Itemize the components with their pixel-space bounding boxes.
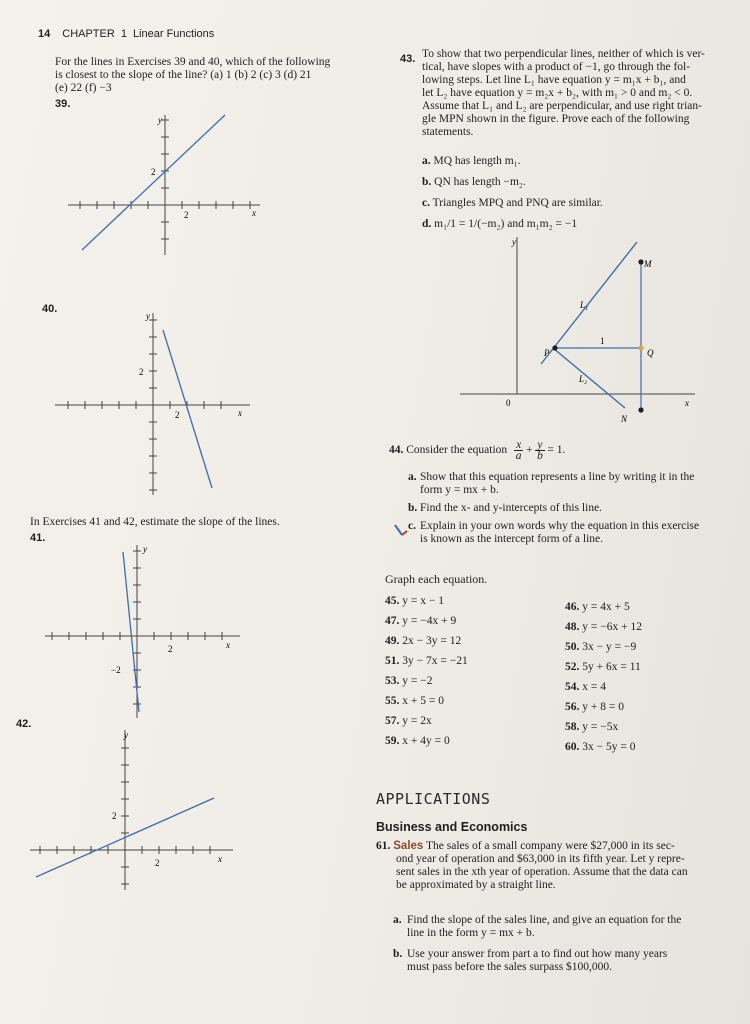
graph-40 [50, 305, 260, 500]
ex61-first-line: 61. Sales The sales of a small company were $27,000 in its sec- [376, 840, 675, 852]
line-L2 [553, 348, 625, 408]
graph-each-heading: Graph each equation. [385, 572, 488, 586]
ex43-part-a: a. MQ has length m₁. [422, 155, 521, 167]
tick-label: 2 [175, 410, 180, 420]
tick-label: 2 [184, 210, 189, 220]
ex43-part-c: c. Triangles MPQ and PNQ are similar. [422, 197, 603, 209]
exercise-44-parts [408, 471, 743, 546]
fraction-y-over-b: $\frac{y}{b}$ [537, 439, 543, 462]
x-label: x [252, 208, 256, 218]
graph-42 [28, 725, 238, 895]
intro-line: (e) 22 (f) −3 [55, 82, 112, 94]
exercise-61 [376, 840, 736, 892]
label-P: P [544, 348, 550, 358]
ex61-line: sent sales in the xth year of operation. Assume that the data can [396, 866, 688, 878]
page-header [38, 28, 214, 40]
fraction-x-over-a: $\frac{x}{a}$ [515, 439, 522, 462]
equation-item: 55. x + 5 = 0 [385, 695, 444, 707]
ex61-line: ond year of operation and $63,000 in its fifth year. Let y repre- [396, 853, 685, 865]
intro-41-42: In Exercises 41 and 42, estimate the slope of the lines. [30, 516, 280, 528]
fig-y-label: y [512, 237, 516, 247]
intro-line: is closest to the slope of the line? (a) 1 (b) 2 (c) 3 (d) 21 [55, 69, 312, 81]
ex43-line: To show that two perpendicular lines, neither of which is ver- [422, 48, 705, 60]
point-P [552, 345, 557, 350]
equation-item: 52. 5y + 6x = 11 [565, 661, 641, 673]
equations-left-column [385, 595, 565, 755]
y-label: y [143, 544, 147, 554]
y-label: y [124, 730, 128, 740]
equation-item: 57. y = 2x [385, 715, 432, 727]
chapter-title: Linear Functions [132, 28, 215, 40]
ex43-part-d: d. m₁/1 = 1/(−m₂) and m₁m₂ = −1 [422, 218, 578, 230]
fig-x-label: x [685, 398, 689, 408]
equation-item: 59. x + 4y = 0 [385, 735, 450, 747]
exercise-42-label: 42. [16, 718, 32, 730]
label-L1: L₁ [580, 300, 589, 310]
writing-pencil-icon [393, 522, 409, 538]
x-label: x [226, 640, 230, 650]
chapter-number: 1 [120, 28, 127, 40]
point-N [638, 407, 643, 412]
applications-heading: APPLICATIONS [376, 790, 491, 808]
ex44-part-c: c. Explain in your own words why the equation in this exercise is known as the intercept form of a line. [408, 520, 700, 545]
label-M: M [644, 259, 652, 269]
equation-item: 49. 2x − 3y = 12 [385, 635, 462, 647]
exercise-43-label: 43. [400, 53, 416, 65]
tick-label: 2 [151, 167, 156, 177]
chapter-label: CHAPTER [62, 28, 115, 40]
figure-43 [455, 232, 700, 427]
exercise-39-label: 39. [55, 98, 71, 110]
equation-item: 60. 3x − 5y = 0 [565, 741, 636, 753]
ex44-part-a: a. Show that this equation represents a line by writing it in the form y = mx + b. [408, 471, 695, 496]
equation-item: 48. y = −6x + 12 [565, 621, 642, 633]
equation-item: 54. x = 4 [565, 681, 606, 693]
graph-line [82, 115, 225, 250]
page-number: 14 [38, 28, 51, 40]
tick-label: 2 [139, 367, 144, 377]
exercise-41-label: 41. [30, 532, 46, 544]
exercise-61-parts [393, 914, 738, 974]
equation-item: 53. y = −2 [385, 675, 433, 687]
ex43-line: statements. [422, 126, 474, 138]
ex61-part-a: a. Find the slope of the sales line, and give an equation for the line in the form y = mx + b. [393, 914, 682, 939]
label-one: 1 [600, 336, 605, 346]
ex43-part-b: b. QN has length −m₂. [422, 176, 526, 188]
ex61-part-b: b. Use your answer from part a to find out how many years must pass before the sales surpass $100,000. [393, 948, 668, 973]
intro-39-40 [55, 56, 385, 95]
x-label: x [238, 408, 242, 418]
equations-right-column [565, 601, 735, 761]
ex43-line: gle MPN shown in the figure. Prove each of the following [422, 113, 690, 125]
y-label: y [158, 115, 162, 125]
point-M [638, 259, 643, 264]
ex43-line: lowing steps. Let line L₁ have equation y = m₁x + b₁, and [422, 74, 686, 86]
ex61-line: be approximated by a straight line. [396, 879, 556, 891]
x-label: x [218, 854, 222, 864]
label-Q: Q [647, 348, 654, 358]
y-label: y [146, 311, 150, 321]
equation-item: 51. 3y − 7x = −21 [385, 655, 468, 667]
equation-item: 56. y + 8 = 0 [565, 701, 624, 713]
equation-item: 46. y = 4x + 5 [565, 601, 630, 613]
equation-item: 45. y = x − 1 [385, 595, 444, 607]
label-N: N [621, 414, 628, 424]
point-Q [638, 345, 643, 350]
graph-41 [40, 540, 250, 720]
equation-item: 50. 3x − y = −9 [565, 641, 637, 653]
exercise-40-label: 40. [42, 303, 58, 315]
exercise-44-stem: 44. Consider the equation $\frac{x}{a}$ + $\frac{y}{b}$ = 1. [389, 439, 566, 462]
ex43-line: Assume that L₁ and L₂ are perpendicular, and use right trian- [422, 100, 702, 112]
ex43-line: tical, have slopes with a product of −1, go through the fol- [422, 61, 691, 73]
tick-label: 2 [168, 644, 173, 654]
equation-item: 47. y = −4x + 9 [385, 615, 457, 627]
label-L2: L₂ [579, 374, 588, 384]
tick-label: 2 [155, 858, 160, 868]
tick-label: 2 [112, 811, 117, 821]
intro-line: For the lines in Exercises 39 and 40, which of the following [55, 56, 331, 68]
ex44-part-b: b. Find the x- and y-intercepts of this line. [408, 502, 603, 514]
ex43-line: let L₂ have equation y = m₂x + b₂, with m₁ > 0 and m₂ < 0. [422, 87, 693, 99]
exercise-43-parts [422, 155, 742, 231]
fig-origin: 0 [506, 398, 511, 408]
business-economics-heading: Business and Economics [376, 820, 528, 834]
tick-label: −2 [111, 665, 121, 675]
graph-39 [60, 105, 270, 260]
equation-item: 58. y = −5x [565, 721, 619, 733]
exercise-43-text [422, 48, 742, 139]
